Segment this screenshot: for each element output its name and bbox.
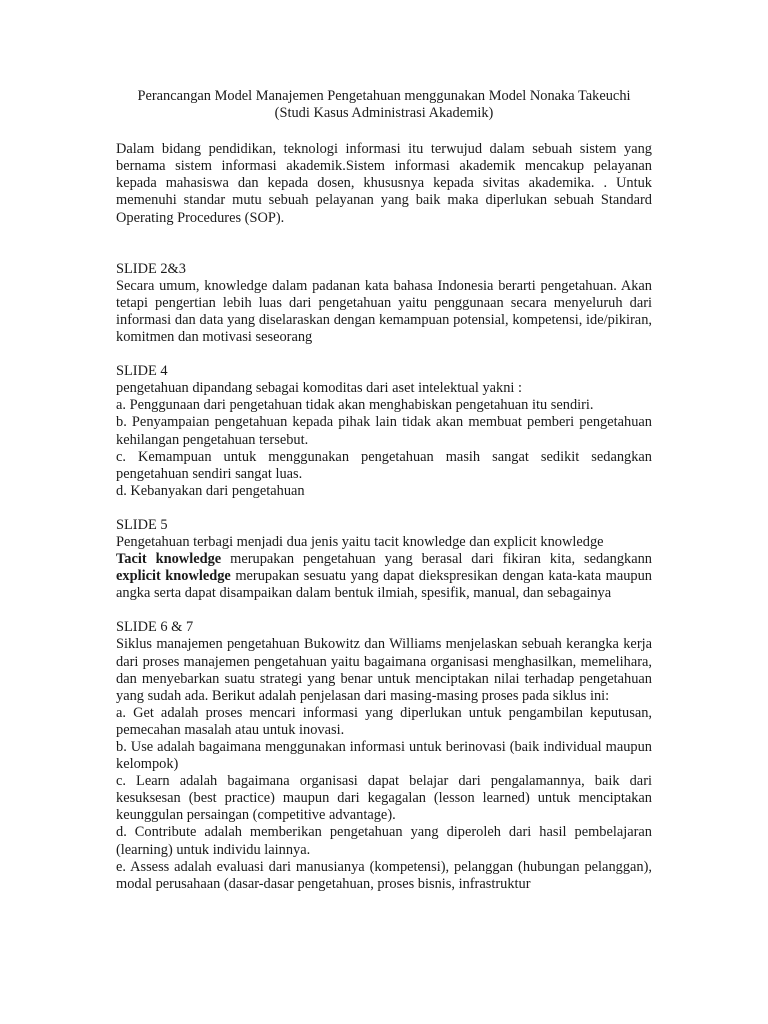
section-heading: SLIDE 6 & 7 bbox=[116, 619, 194, 636]
section-slide-5 bbox=[116, 517, 652, 602]
list-item: a. Penggunaan dari pengetahuan tidak akan menghabiskan pengetahuan itu sendiri. bbox=[116, 397, 594, 414]
tacit-knowledge-text: merupakan pengetahuan yang berasal dari fikiran kita, sedangkann bbox=[221, 551, 652, 568]
list-item: b. Penyampaian pengetahuan kepada pihak lain tidak akan membuat pemberi pengetahuan kehilangan pengetahuan tersebut. bbox=[116, 414, 652, 448]
section-slide-6-7 bbox=[116, 619, 652, 893]
section-paragraph: Secara umum, knowledge dalam padanan kata bahasa Indonesia berarti pengetahuan. Akan tetapi pengertian lebih luas dari pengetahuan yaitu penggunaan secara menyeluruh dari informasi dan data yang diselaraskan dengan kemampuan potensial, kompetensi, ide/pikiran, komitmen dan motivasi seseorang bbox=[116, 277, 652, 346]
section-slide-2-3 bbox=[116, 261, 652, 346]
list-item: a. Get adalah proses mencari informasi yang diperlukan untuk pengambilan keputusan, pemecahan masalah atau untuk inovasi. bbox=[116, 704, 652, 738]
list-item: d. Kebanyakan dari pengetahuan bbox=[116, 482, 305, 499]
section-heading: SLIDE 4 bbox=[116, 363, 168, 380]
list-item: b. Use adalah bagaimana menggunakan informasi untuk berinovasi (baik individual maupun kelompok) bbox=[116, 739, 652, 773]
section-intro: pengetahuan dipandang sebagai komoditas dari aset intelektual yakni : bbox=[116, 380, 523, 397]
list-item: e. Assess adalah evaluasi dari manusianya (kompetensi), pelanggan (hubungan pelanggan), modal perusahaan (dasar-dasar pengetahuan, proses bisnis, infrastruktur bbox=[116, 858, 652, 892]
list-item: d. Contribute adalah memberikan pengetahuan yang diperoleh dari hasil pembelajaran (learning) untuk individu lainnya. bbox=[116, 824, 652, 858]
list-item: c. Learn adalah bagaimana organisasi dapat belajar dari pengalamannya, baik dari kesuksesan (best practice) maupun dari kegagalan (lesson learned) untuk menciptakan keunggulan persaingan (competitive advantage). bbox=[116, 773, 652, 824]
intro-paragraph: Dalam bidang pendidikan, teknologi informasi itu terwujud dalam sebuah sistem yang bernama sistem informasi akademik.Sistem informasi akademik mencakup pelayanan kepada mahasiswa dan kepada dosen, khususnya kepada sivitas akademika. . Untuk memenuhi standar mutu sebuah pelayanan yang baik maka diperlukan sebuah Standard Operating Procedures (SOP). bbox=[116, 141, 652, 226]
document-title bbox=[116, 88, 652, 122]
title-line-1: Perancangan Model Manajemen Pengetahuan menggunakan Model Nonaka Takeuchi bbox=[137, 88, 631, 104]
tacit-knowledge-term: Tacit knowledge bbox=[116, 551, 222, 568]
title-line-2: (Studi Kasus Administrasi Akademik) bbox=[274, 105, 494, 122]
section-heading: SLIDE 2&3 bbox=[116, 260, 186, 277]
section-slide-4 bbox=[116, 363, 652, 500]
knowledge-definition-paragraph bbox=[116, 551, 652, 602]
explicit-knowledge-term: explicit knowledge bbox=[116, 568, 231, 585]
explicit-knowledge-text: merupakan sesuatu yang dapat diekspresikan dengan kata-kata maupun angka serta dapat disampaikan dalam bentuk ilmiah, spesifik, manual, dan sebagainya bbox=[116, 568, 652, 602]
section-intro: Siklus manajemen pengetahuan Bukowitz dan Williams menjelaskan sebuah kerangka kerja dari proses manajemen pengetahuan yaitu bagaimana organisasi menghasilkan, memelihara, dan menyebarkan suatu strategi yang benar untuk menciptakan nilai terhadap pengetahuan yang sudah ada. Berikut adalah penjelasan dari masing-masing proses pada siklus ini: bbox=[116, 636, 652, 704]
list-item: c. Kemampuan untuk menggunakan pengetahuan masih sangat sedikit sedangkan pengetahuan sendiri sangat luas. bbox=[116, 448, 652, 482]
section-heading: SLIDE 5 bbox=[116, 516, 168, 533]
section-intro: Pengetahuan terbagi menjadi dua jenis yaitu tacit knowledge dan explicit knowledge bbox=[116, 533, 604, 550]
